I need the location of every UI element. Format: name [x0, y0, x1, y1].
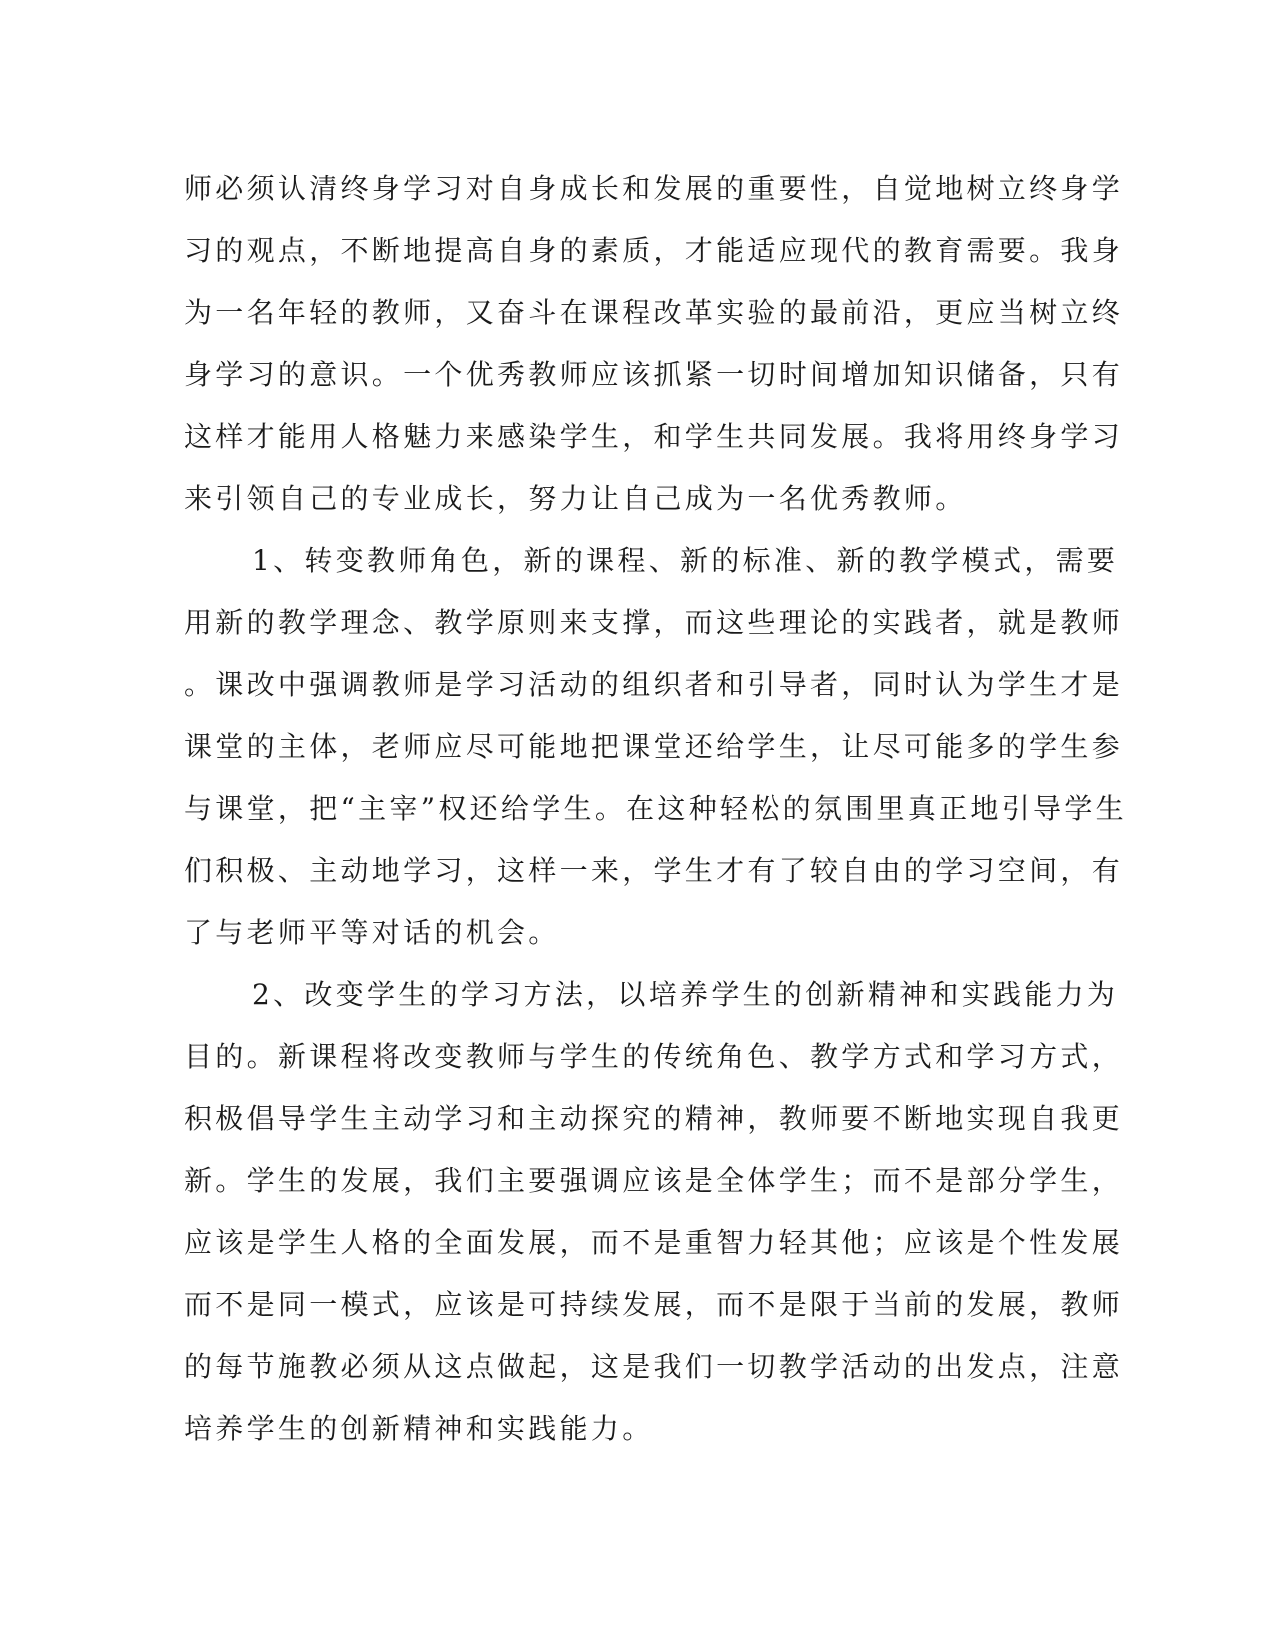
document-body	[184, 158, 1127, 1460]
text-line: 。课改中强调教师是学习活动的组织者和引导者，同时认为学生才是	[184, 668, 1124, 701]
paragraph-2	[184, 530, 1127, 964]
paragraph-1	[184, 158, 1124, 530]
text-line: 课堂的主体，老师应尽可能地把课堂还给学生，让尽可能多的学生参	[184, 730, 1124, 763]
text-line: 的每节施教必须从这点做起，这是我们一切教学活动的出发点，注意	[184, 1350, 1124, 1383]
text-line: 应该是学生人格的全面发展，而不是重智力轻其他；应该是个性发展	[184, 1226, 1124, 1259]
text-line: 培养学生的创新精神和实践能力。	[184, 1412, 654, 1445]
text-line: 1、转变教师角色，新的课程、新的标准、新的教学模式，需要	[252, 544, 1119, 577]
text-line: 身学习的意识。一个优秀教师应该抓紧一切时间增加知识储备，只有	[184, 358, 1124, 391]
text-line: 积极倡导学生主动学习和主动探究的精神，教师要不断地实现自我更	[184, 1102, 1124, 1135]
paragraph-3	[184, 964, 1124, 1460]
text-line: 习的观点，不断地提高自身的素质，才能适应现代的教育需要。我身	[184, 234, 1124, 267]
text-line: 来引领自己的专业成长，努力让自己成为一名优秀教师。	[184, 482, 967, 515]
text-line: 用新的教学理念、教学原则来支撑，而这些理论的实践者，就是教师	[184, 606, 1124, 639]
text-line: 2、改变学生的学习方法，以培养学生的创新精神和实践能力为	[252, 978, 1119, 1011]
text-line: 这样才能用人格魅力来感染学生，和学生共同发展。我将用终身学习	[184, 420, 1124, 453]
text-line: 了与老师平等对话的机会。	[184, 916, 560, 949]
text-line: 为一名年轻的教师，又奋斗在课程改革实验的最前沿，更应当树立终	[184, 296, 1124, 329]
text-line: 新。学生的发展，我们主要强调应该是全体学生；而不是部分学生，	[184, 1164, 1124, 1197]
text-line: 师必须认清终身学习对自身成长和发展的重要性，自觉地树立终身学	[184, 172, 1124, 205]
text-line: 而不是同一模式，应该是可持续发展，而不是限于当前的发展，教师	[184, 1288, 1124, 1321]
text-line: 与课堂，把“主宰”权还给学生。在这种轻松的氛围里真正地引导学生	[184, 792, 1127, 825]
text-line: 们积极、主动地学习，这样一来，学生才有了较自由的学习空间，有	[184, 854, 1124, 887]
text-line: 目的。新课程将改变教师与学生的传统角色、教学方式和学习方式，	[184, 1040, 1124, 1073]
